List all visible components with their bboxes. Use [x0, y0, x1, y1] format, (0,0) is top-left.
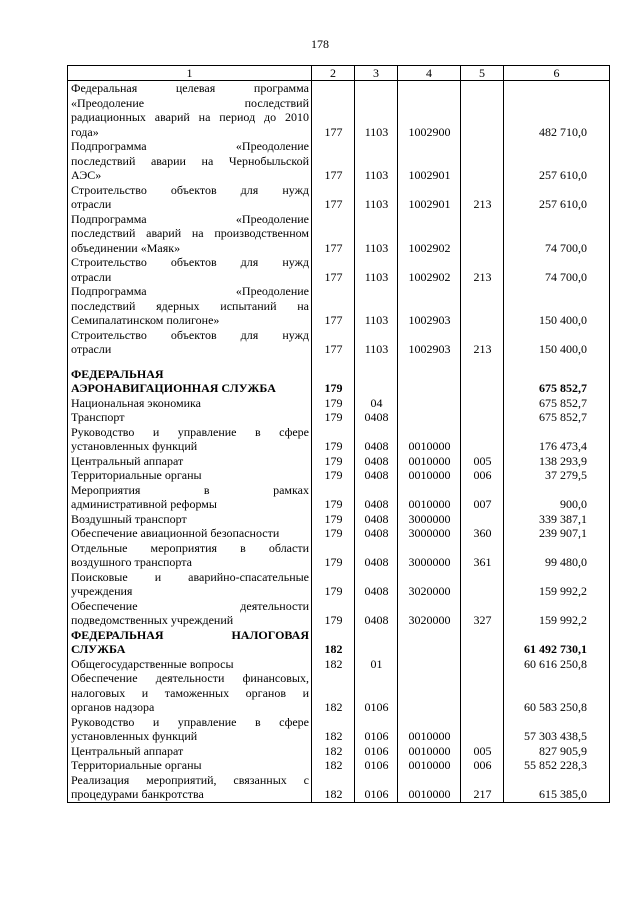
section-code: 0408 — [355, 526, 398, 541]
target-article-code — [398, 628, 461, 657]
row-description — [68, 468, 312, 483]
description-line: Территориальные органы — [71, 758, 202, 772]
expense-type-code — [461, 357, 504, 396]
expense-type-code — [461, 81, 504, 140]
description-line: процедурами банкротства — [71, 787, 204, 801]
table-row — [68, 628, 610, 657]
table-row — [68, 81, 610, 140]
target-article-code: 1002903 — [398, 284, 461, 328]
row-description — [68, 744, 312, 759]
table-row — [68, 570, 610, 599]
table-row — [68, 468, 610, 483]
amount: 482 710,0 — [504, 81, 610, 140]
amount: 150 400,0 — [504, 328, 610, 357]
description-line: года» — [71, 124, 99, 139]
description-line: Обеспечение авиационной безопасности — [71, 526, 280, 540]
description-line: Обеспечение деятельности — [71, 598, 309, 613]
target-article-code: 0010000 — [398, 758, 461, 773]
table-row — [68, 744, 610, 759]
target-article-code: 3000000 — [398, 512, 461, 527]
table-row — [68, 526, 610, 541]
ministry-code: 177 — [312, 255, 355, 284]
table-row — [68, 425, 610, 454]
expense-type-code: 360 — [461, 526, 504, 541]
table-row — [68, 183, 610, 212]
description-line: Руководство и управление в сфере — [71, 424, 309, 439]
row-description — [68, 599, 312, 628]
target-article-code — [398, 396, 461, 411]
expense-type-code: 217 — [461, 773, 504, 803]
column-header: 3 — [355, 66, 398, 81]
section-code: 0408 — [355, 512, 398, 527]
description-line: Национальная экономика — [71, 395, 201, 410]
target-article-code — [398, 657, 461, 672]
description-line: АЭРОНАВИГАЦИОННАЯ СЛУЖБА — [71, 381, 276, 395]
description-line: Общегосударственные вопросы — [71, 656, 234, 671]
table-row — [68, 357, 610, 396]
target-article-code — [398, 357, 461, 396]
column-header: 6 — [504, 66, 610, 81]
description-line: объединении «Маяк» — [71, 240, 181, 255]
description-line: последствий ядерных испытаний на — [71, 298, 309, 313]
expense-type-code — [461, 657, 504, 672]
row-description — [68, 628, 312, 657]
target-article-code: 0010000 — [398, 468, 461, 483]
ministry-code: 182 — [312, 715, 355, 744]
expense-type-code — [461, 512, 504, 527]
table-row — [68, 212, 610, 256]
target-article-code: 1002903 — [398, 328, 461, 357]
table-row — [68, 773, 610, 803]
amount: 60 616 250,8 — [504, 657, 610, 672]
table-row — [68, 512, 610, 527]
amount: 150 400,0 — [504, 284, 610, 328]
section-code — [355, 357, 398, 396]
ministry-code: 179 — [312, 570, 355, 599]
row-description — [68, 570, 312, 599]
expense-type-code: 005 — [461, 454, 504, 469]
amount: 257 610,0 — [504, 183, 610, 212]
section-code: 0408 — [355, 599, 398, 628]
description-line: ФЕДЕРАЛЬНАЯ НАЛОГОВАЯ — [71, 627, 309, 642]
target-article-code: 3020000 — [398, 599, 461, 628]
target-article-code: 0010000 — [398, 454, 461, 469]
expense-type-code — [461, 139, 504, 183]
description-line: подведомственных учреждений — [71, 613, 234, 627]
description-line: радиационных аварий на период до 2010 — [71, 110, 309, 124]
description-line: Подпрограмма «Преодоление — [71, 284, 309, 298]
table-row — [68, 715, 610, 744]
row-description — [68, 526, 312, 541]
amount: 74 700,0 — [504, 255, 610, 284]
section-code: 0106 — [355, 758, 398, 773]
description-line: «Преодоление последствий — [71, 95, 309, 110]
expense-type-code — [461, 628, 504, 657]
row-description — [68, 657, 312, 672]
description-line: воздушного транспорта — [71, 555, 192, 569]
expense-type-code: 213 — [461, 328, 504, 357]
table-row — [68, 454, 610, 469]
section-code: 0408 — [355, 570, 398, 599]
description-line: органов надзора — [71, 700, 155, 714]
description-line: административной реформы — [71, 497, 217, 511]
ministry-code: 182 — [312, 671, 355, 715]
ministry-code: 179 — [312, 526, 355, 541]
row-description — [68, 357, 312, 396]
ministry-code: 177 — [312, 212, 355, 256]
section-code: 0106 — [355, 773, 398, 803]
table-row — [68, 671, 610, 715]
target-article-code: 0010000 — [398, 715, 461, 744]
ministry-code: 179 — [312, 483, 355, 512]
ministry-code: 179 — [312, 541, 355, 570]
column-header: 4 — [398, 66, 461, 81]
row-description — [68, 183, 312, 212]
description-line: Территориальные органы — [71, 468, 202, 482]
section-code: 0408 — [355, 410, 398, 425]
ministry-code: 182 — [312, 657, 355, 672]
target-article-code: 1002901 — [398, 139, 461, 183]
row-description — [68, 255, 312, 284]
row-description — [68, 671, 312, 715]
description-line: ФЕДЕРАЛЬНАЯ — [71, 366, 164, 381]
row-description — [68, 758, 312, 773]
target-article-code: 0010000 — [398, 773, 461, 803]
amount: 239 907,1 — [504, 526, 610, 541]
amount: 675 852,7 — [504, 396, 610, 411]
row-description — [68, 81, 312, 140]
amount: 60 583 250,8 — [504, 671, 610, 715]
expense-type-code — [461, 212, 504, 256]
description-line: налоговых и таможенных органов и — [71, 685, 309, 700]
target-article-code — [398, 671, 461, 715]
expense-type-code: 007 — [461, 483, 504, 512]
description-line: установленных функций — [71, 729, 198, 743]
expense-type-code: 213 — [461, 255, 504, 284]
row-description — [68, 139, 312, 183]
target-article-code: 0010000 — [398, 744, 461, 759]
description-line: Руководство и управление в сфере — [71, 714, 309, 729]
row-description — [68, 328, 312, 357]
description-line: Строительство объектов для нужд — [71, 327, 309, 342]
amount: 37 279,5 — [504, 468, 610, 483]
table-row — [68, 657, 610, 672]
section-code: 1103 — [355, 212, 398, 256]
row-description — [68, 512, 312, 527]
target-article-code: 1002902 — [398, 212, 461, 256]
row-description — [68, 284, 312, 328]
expense-type-code: 327 — [461, 599, 504, 628]
ministry-code: 182 — [312, 773, 355, 803]
budget-table — [67, 65, 610, 803]
target-article-code: 1002900 — [398, 81, 461, 140]
amount: 159 992,2 — [504, 599, 610, 628]
table-row — [68, 541, 610, 570]
ministry-code: 177 — [312, 81, 355, 140]
description-line: Транспорт — [71, 410, 125, 424]
ministry-code: 179 — [312, 410, 355, 425]
row-description — [68, 715, 312, 744]
expense-type-code: 213 — [461, 183, 504, 212]
ministry-code: 179 — [312, 468, 355, 483]
amount: 675 852,7 — [504, 410, 610, 425]
section-code: 1103 — [355, 81, 398, 140]
description-line: Поисковые и аварийно-спасательные — [71, 569, 309, 584]
section-code: 1103 — [355, 139, 398, 183]
row-description — [68, 541, 312, 570]
table-row — [68, 599, 610, 628]
description-line: СЛУЖБА — [71, 642, 126, 656]
ministry-code: 179 — [312, 599, 355, 628]
expense-type-code — [461, 284, 504, 328]
table-row — [68, 410, 610, 425]
expense-type-code: 005 — [461, 744, 504, 759]
table-row — [68, 255, 610, 284]
expense-type-code — [461, 425, 504, 454]
amount: 339 387,1 — [504, 512, 610, 527]
description-line: Подпрограмма «Преодоление — [71, 211, 309, 226]
section-code: 04 — [355, 396, 398, 411]
expense-type-code: 006 — [461, 758, 504, 773]
ministry-code: 179 — [312, 425, 355, 454]
expense-type-code: 361 — [461, 541, 504, 570]
column-header: 2 — [312, 66, 355, 81]
description-line: отрасли — [71, 197, 112, 211]
row-description — [68, 454, 312, 469]
section-code: 0106 — [355, 671, 398, 715]
column-header: 1 — [68, 66, 312, 81]
section-code: 0106 — [355, 715, 398, 744]
section-code: 0408 — [355, 541, 398, 570]
description-line: Семипалатинском полигоне» — [71, 313, 220, 327]
expense-type-code — [461, 715, 504, 744]
description-line: Обеспечение деятельности финансовых, — [71, 671, 309, 685]
table-row — [68, 139, 610, 183]
table-header-row — [68, 66, 610, 81]
ministry-code: 182 — [312, 744, 355, 759]
expense-type-code — [461, 570, 504, 599]
expense-type-code — [461, 671, 504, 715]
page-number: 178 — [311, 37, 329, 51]
section-code: 0408 — [355, 454, 398, 469]
row-description — [68, 396, 312, 411]
description-line: отрасли — [71, 269, 112, 284]
table-row — [68, 758, 610, 773]
description-line: отрасли — [71, 342, 112, 356]
ministry-code: 177 — [312, 328, 355, 357]
ministry-code: 179 — [312, 512, 355, 527]
description-line: последствий аварии на Чернобыльской — [71, 153, 309, 168]
description-line: Мероприятия в рамках — [71, 482, 309, 497]
description-line: Отдельные мероприятия в области — [71, 540, 309, 555]
target-article-code: 3020000 — [398, 570, 461, 599]
amount: 615 385,0 — [504, 773, 610, 803]
ministry-code: 179 — [312, 357, 355, 396]
amount: 138 293,9 — [504, 454, 610, 469]
section-code: 0408 — [355, 425, 398, 454]
amount: 159 992,2 — [504, 570, 610, 599]
target-article-code: 3000000 — [398, 541, 461, 570]
column-header: 5 — [461, 66, 504, 81]
section-code: 1103 — [355, 183, 398, 212]
amount: 74 700,0 — [504, 212, 610, 256]
section-code: 01 — [355, 657, 398, 672]
section-code: 0106 — [355, 744, 398, 759]
ministry-code: 182 — [312, 758, 355, 773]
target-article-code: 3000000 — [398, 526, 461, 541]
description-line: Центральный аппарат — [71, 743, 184, 758]
amount: 675 852,7 — [504, 357, 610, 396]
description-line: Реализация мероприятий, связанных с — [71, 772, 309, 787]
section-code: 1103 — [355, 284, 398, 328]
amount: 61 492 730,1 — [504, 628, 610, 657]
description-line: установленных функций — [71, 439, 198, 453]
ministry-code: 177 — [312, 139, 355, 183]
amount: 57 303 438,5 — [504, 715, 610, 744]
table-row — [68, 483, 610, 512]
ministry-code: 177 — [312, 284, 355, 328]
amount: 827 905,9 — [504, 744, 610, 759]
description-line: Строительство объектов для нужд — [71, 182, 309, 197]
description-line: Центральный аппарат — [71, 453, 184, 468]
row-description — [68, 483, 312, 512]
ministry-code: 179 — [312, 454, 355, 469]
ministry-code: 177 — [312, 183, 355, 212]
row-description — [68, 425, 312, 454]
expense-type-code — [461, 396, 504, 411]
amount: 55 852 228,3 — [504, 758, 610, 773]
table-row — [68, 284, 610, 328]
table-body — [68, 81, 610, 803]
description-line: последствий аварий на производственном — [71, 226, 309, 240]
table-row — [68, 396, 610, 411]
target-article-code — [398, 410, 461, 425]
section-code — [355, 628, 398, 657]
expense-type-code: 006 — [461, 468, 504, 483]
description-line: АЭС» — [71, 168, 102, 182]
description-line: Воздушный транспорт — [71, 511, 187, 526]
target-article-code: 1002902 — [398, 255, 461, 284]
row-description — [68, 410, 312, 425]
section-code: 0408 — [355, 483, 398, 512]
ministry-code: 182 — [312, 628, 355, 657]
section-code: 1103 — [355, 328, 398, 357]
amount: 99 480,0 — [504, 541, 610, 570]
section-code: 1103 — [355, 255, 398, 284]
ministry-code: 179 — [312, 396, 355, 411]
target-article-code: 0010000 — [398, 425, 461, 454]
target-article-code: 0010000 — [398, 483, 461, 512]
section-code: 0408 — [355, 468, 398, 483]
description-line: Строительство объектов для нужд — [71, 255, 309, 269]
amount: 900,0 — [504, 483, 610, 512]
description-line: Подпрограмма «Преодоление — [71, 139, 309, 153]
description-line: Федеральная целевая программа — [71, 81, 309, 95]
row-description — [68, 773, 312, 803]
description-line: учреждения — [71, 584, 133, 598]
amount: 257 610,0 — [504, 139, 610, 183]
amount: 176 473,4 — [504, 425, 610, 454]
row-description — [68, 212, 312, 256]
expense-type-code — [461, 410, 504, 425]
target-article-code: 1002901 — [398, 183, 461, 212]
table-row — [68, 328, 610, 357]
